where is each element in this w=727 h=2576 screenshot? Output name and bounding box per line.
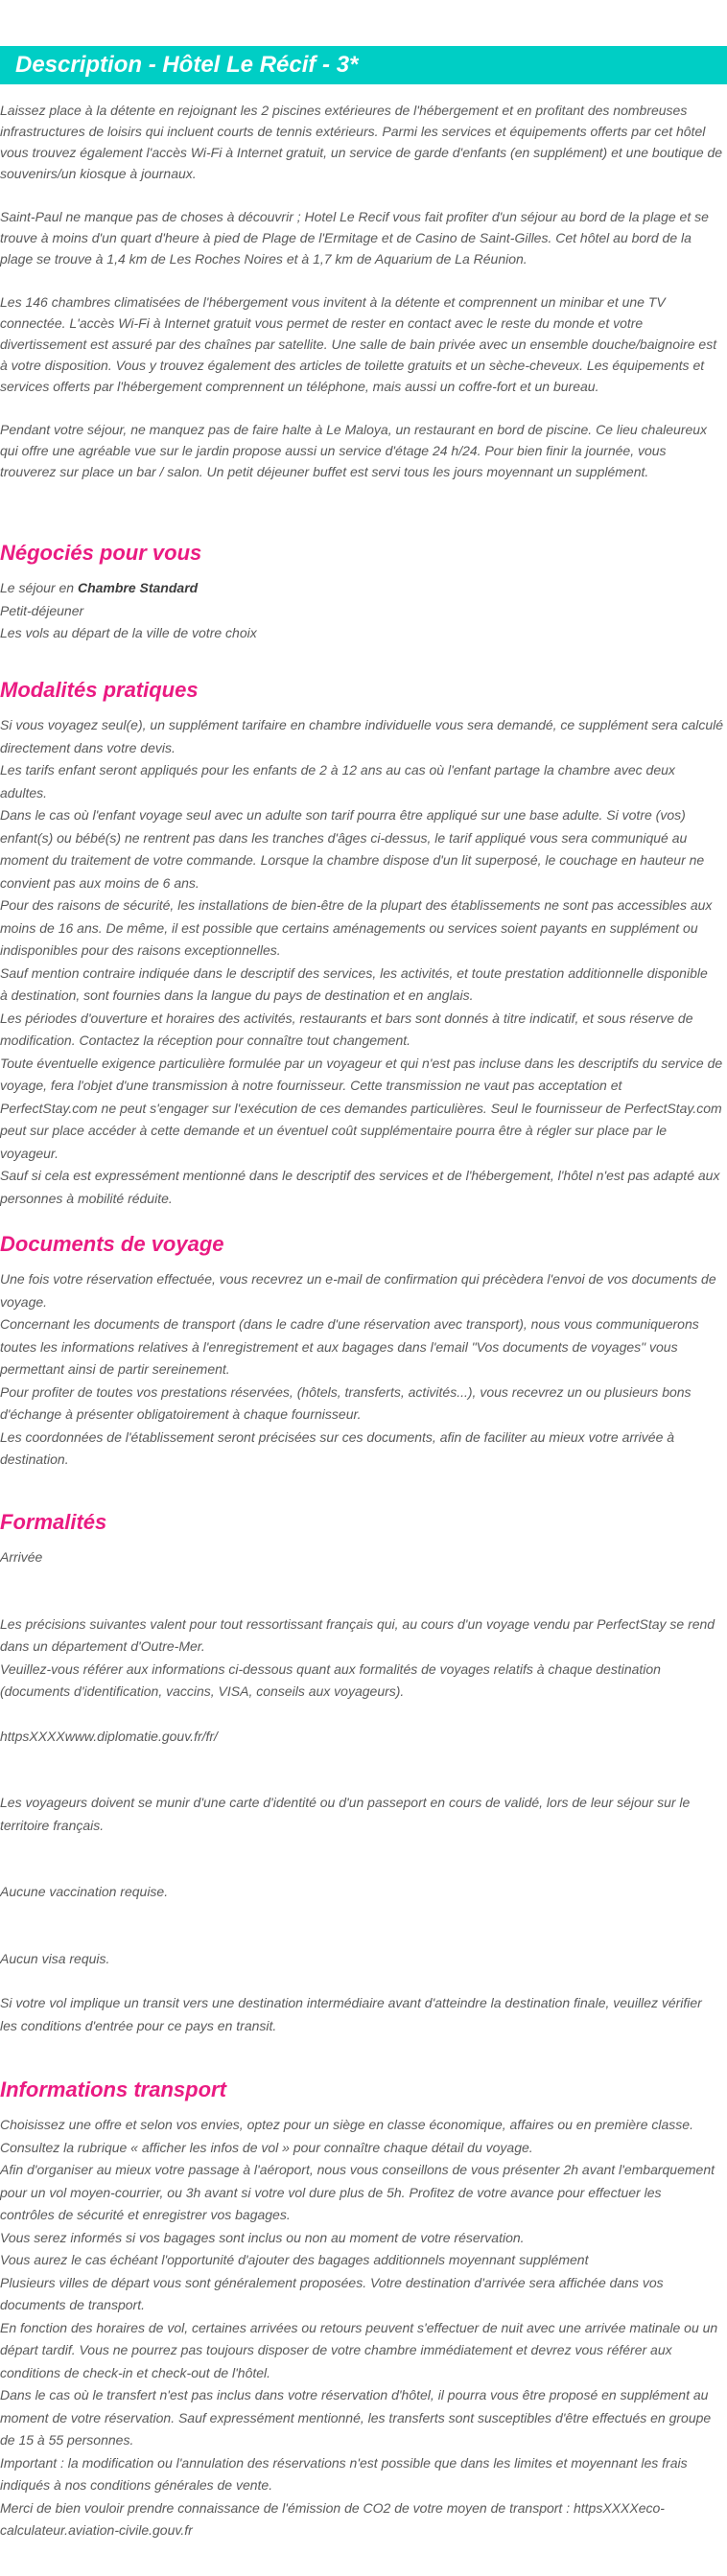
- text-line: Les tarifs enfant seront appliqués pour les enfants de 2 à 12 ans au cas où l'enfant partage la chambre avec deux adultes.: [0, 762, 675, 801]
- text-line: Les coordonnées de l'établissement seront précisées sur ces documents, afin de faciliter au mieux votre arrivée à: [0, 1428, 675, 1445]
- text-line: Une fois votre réservation effectuée, vous recevrez un e-mail de confirmation qui précèdera l'envoi de vos documents de: [0, 1271, 716, 1287]
- description-paragraph: Laissez place à la détente en rejoignant les 2 piscines extérieures de l'hébergement et en profitant des nombreuses infrastructures de loisirs qui incluent courts de tennis extérieurs. Parmi les services et équipements offerts par cet hôtel vous trouvez également l'accès Wi-Fi à Internet gratuit, un service de garde d'enfants (en supplément) et une boutique de souvenirs/un kiosque à journaux.: [0, 103, 723, 181]
- text-line: En fonction des horaires de vol, certaines arrivées ou retours peuvent s'effectuer de nuit avec une arrivée matinale ou un: [0, 2319, 718, 2335]
- text-line: modification. Contactez la réception pour connaître tout changement.: [0, 1033, 411, 1048]
- stay-line: [0, 577, 725, 600]
- text-line: d'échange à présenter obligatoirement à chaque fournisseur.: [0, 1406, 362, 1422]
- text-line: de 15 à 55 personnes.: [0, 2432, 134, 2448]
- text-line: contrôles de sécurité et enregistrer vos bagages.: [0, 2207, 291, 2222]
- text-line: convient pas aux moins de 6 ans.: [0, 874, 199, 891]
- text-line: les conditions d'entrée pour ce pays en transit.: [0, 2017, 277, 2033]
- text-line: Concernant les documents de transport (dans le cadre d'une réservation avec transport), nous vous communiquerons: [0, 1316, 699, 1332]
- section-formalites: [0, 1508, 725, 2037]
- text-line: moment de votre réservation. Sauf expressément mentionné, les transferts sont susceptibles d'être effectués en groupe: [0, 2409, 712, 2425]
- header-banner: [0, 46, 727, 84]
- text-line: Pour des raisons de sécurité, les installations de bien-être de la plupart des établissements ne sont pas accessibles aux: [0, 897, 713, 913]
- text-line: à destination, sont fournies dans la langue du pays de destination et en anglais.: [0, 987, 474, 1003]
- text-line: indiqués à nos conditions générales de vente.: [0, 2477, 273, 2493]
- section-documents: [0, 1230, 725, 1472]
- text-line: départ tardif. Vous ne pourrez pas toujours disposer de votre chambre immédiatement et devrez vous référer aux: [0, 2342, 672, 2357]
- visa-info: Aucun visa requis.: [0, 1950, 110, 1966]
- description-paragraph: Pendant votre séjour, ne manquez pas de faire halte à Le Maloya, un restaurant en bord de piscine. Ce lieu chaleureux qui offre une agréable vue sur le jardin propose aussi un service d'étage 24 h/24. Pour bien finir la journée, vous trouverez sur place un bar / salon. Un petit déjeuner buffet est servi tous les jours moyennant un supplément.: [0, 422, 708, 479]
- text-line: Consultez la rubrique « afficher les infos de vol » pour connaître chaque détail du voyage.: [0, 2139, 533, 2155]
- room-type: Chambre Standard: [77, 580, 199, 595]
- text-line: directement dans votre devis.: [0, 739, 176, 755]
- list-item: Les vols au départ de la ville de votre choix: [0, 625, 257, 640]
- text-line: Toute éventuelle exigence particulière formulée par un voyageur et qui n'est pas incluse dans les descriptifs du service de: [0, 1055, 723, 1071]
- text-line: (documents d'identification, vaccins, VISA, conseils aux voyageurs).: [0, 1683, 405, 1699]
- arrival-label: Arrivée: [0, 1549, 43, 1565]
- text-line: voyage, fera l'objet d'une transmission à notre fournisseur. Cette transmission ne vaut pas acceptation et: [0, 1078, 622, 1093]
- description-paragraph: Saint-Paul ne manque pas de choses à découvrir ; Hotel Le Recif vous fait profiter d'un séjour au bord de la plage et se trouve à moins d'un quart d'heure à pied de Plage de l'Ermitage et de Casino de Saint-Gilles. Cet hôtel au bord de la plage se trouve à 1,4 km de Les Roches Noires et à 1,7 km de Aquarium de La Réunion.: [0, 209, 709, 267]
- text-line: dans un département d'Outre-Mer.: [0, 1638, 205, 1654]
- text-line: Les voyageurs doivent se munir d'une carte d'identité ou d'un passeport en cours de validé, lors de leur séjour sur le: [0, 1795, 691, 1810]
- text-line: Les périodes d'ouverture et horaires des activités, restaurants et bars sont donnés à titre indicatif, et sous réserve de: [0, 1010, 693, 1026]
- text-line: Dans le cas où l'enfant voyage seul avec un adulte son tarif pourra être appliqué sur une base adulte. Si votre (vos): [0, 807, 686, 823]
- text-line: Si vous voyagez seul(e), un supplément tarifaire en chambre individuelle vous sera demandé, ce supplément sera calculé: [0, 717, 724, 732]
- text-line: Vous serez informés si vos bagages sont inclus ou non au moment de votre réservation.: [0, 2229, 525, 2245]
- section-modalites: [0, 676, 725, 1210]
- description-paragraph: Les 146 chambres climatisées de l'hébergement vous invitent à la détente et comprennent un minibar et une TV connectée. L'accès Wi-Fi à Internet gratuit vous permet de rester en contact avec le reste du monde et votre divertissement est assuré par des chaînes par satellite. Une salle de bain privée avec un ensemble douche/baignoire est à votre disposition. Vous y trouvez également des articles de toilette gratuits et un sèche-cheveux. Les équipements et services offerts par l'hébergement comprennent un téléphone, mais aussi un coffre-fort et un bureau.: [0, 294, 717, 394]
- diplomatie-link[interactable]: httpsXXXXwww.diplomatie.gouv.fr/fr/: [0, 1728, 218, 1744]
- text-line: Dans le cas où le transfert n'est pas inclus dans votre réservation d'hôtel, il pourra vous être proposé en supplément au: [0, 2387, 709, 2402]
- text-line: indisponibles pour des raisons exceptionnelles.: [0, 942, 281, 958]
- vaccination-info: Aucune vaccination requise.: [0, 1884, 169, 1899]
- section-title: Documents de voyage: [0, 1232, 224, 1256]
- text-line: Les précisions suivantes valent pour tout ressortissant français qui, au cours d'un voyage vendu par PerfectStay se rend: [0, 1615, 715, 1632]
- text-line: voyageur.: [0, 1145, 59, 1161]
- text-line: Afin d'organiser au mieux votre passage à l'aéroport, nous vous conseillons de vous présenter 2h avant l'embarquement: [0, 2162, 715, 2177]
- section-title: Négociés pour vous: [0, 541, 202, 565]
- text-line: moins de 16 ans. De même, il est possible que certains aménagements ou services soient payants en supplément ou: [0, 919, 698, 936]
- section-title: Formalités: [0, 1510, 107, 1534]
- text-line: destination.: [0, 1451, 69, 1467]
- text-line: toutes les informations relatives à l'enregistrement et aux bagages dans l'email "Vos documents de voyages" vous: [0, 1338, 678, 1355]
- section-body: [0, 714, 725, 1210]
- text-line: peut sur place accéder à cette demande et un éventuel coût supplémentaire pourra être à régler sur place par le: [0, 1123, 667, 1138]
- text-line: Sauf si cela est expressément mentionné dans le descriptif des services et de l'hébergement, l'hôtel n'est pas adapté aux: [0, 1168, 720, 1183]
- section-transport: [0, 2076, 725, 2542]
- stay-prefix: Le séjour en: [0, 580, 78, 595]
- text-line: voyage.: [0, 1293, 48, 1310]
- text-line: Pour profiter de toutes vos prestations réservées, (hôtels, transferts, activités...), vous recevrez un ou plusieurs bons: [0, 1383, 692, 1400]
- text-line: territoire français.: [0, 1817, 105, 1833]
- text-line: calculateur.aviation-civile.gouv.fr: [0, 2522, 193, 2538]
- section-body: [0, 1268, 725, 1472]
- text-line: Vous aurez le cas échéant l'opportunité d'ajouter des bagages additionnels moyennant supplément: [0, 2252, 589, 2267]
- text-line: Important : la modification ou l'annulation des réservations n'est possible que dans les limites et moyennant les frais: [0, 2454, 688, 2471]
- text-line: moment du traitement de votre commande. Lorsque la chambre dispose d'un lit superposé, le couchage en hauteur ne: [0, 852, 705, 868]
- text-line: Si votre vol implique un transit vers une destination intermédiaire avant d'atteindre la destination finale, veuillez vérifier: [0, 1995, 702, 2010]
- section-negocies: [0, 539, 725, 645]
- section-body: [0, 2114, 725, 2542]
- hotel-description: [0, 100, 725, 504]
- text-line: Plusieurs villes de départ vous sont généralement proposées. Votre destination d'arrivée sera affichée dans vos: [0, 2274, 664, 2290]
- page-title: Description - Hôtel Le Récif - 3*: [15, 52, 359, 78]
- text-line: Choisissez une offre et selon vos envies, optez pour un siège en classe économique, affaires ou en première classe.: [0, 2117, 693, 2132]
- text-line: pour un vol moyen-courrier, ou 3h avant si votre vol dure plus de 5h. Profitez de votre avance pour effectuer les: [0, 2184, 662, 2200]
- section-title: Informations transport: [0, 2077, 226, 2101]
- text-line: PerfectStay.com ne peut s'engager sur l'exécution de ces demandes particulières. Seul le fournisseur de PerfectStay.com: [0, 1100, 722, 1116]
- text-line: conditions de check-in et check-out de l'hôtel.: [0, 2364, 271, 2380]
- text-line: Veuillez-vous référer aux informations ci-dessous quant aux formalités de voyages relatifs à chaque destination: [0, 1660, 661, 1677]
- text-line: personnes à mobilité réduite.: [0, 1190, 173, 1206]
- section-title: Modalités pratiques: [0, 678, 199, 702]
- list-item: Petit-déjeuner: [0, 602, 84, 618]
- text-line: documents de transport.: [0, 2297, 145, 2312]
- text-line: enfant(s) ou bébé(s) ne rentrent pas dans les tranches d'âges ci-dessus, le tarif appliqué vous sera communiqué au: [0, 829, 688, 846]
- text-line: permettant ainsi de partir sereinement.: [0, 1361, 230, 1377]
- text-line: Merci de bien vouloir prendre connaissance de l'émission de CO2 de votre moyen de transport : httpsXXXXeco-: [0, 2499, 665, 2516]
- text-line: Sauf mention contraire indiquée dans le descriptif des services, les activités, et toute prestation additionnelle disponible: [0, 964, 708, 981]
